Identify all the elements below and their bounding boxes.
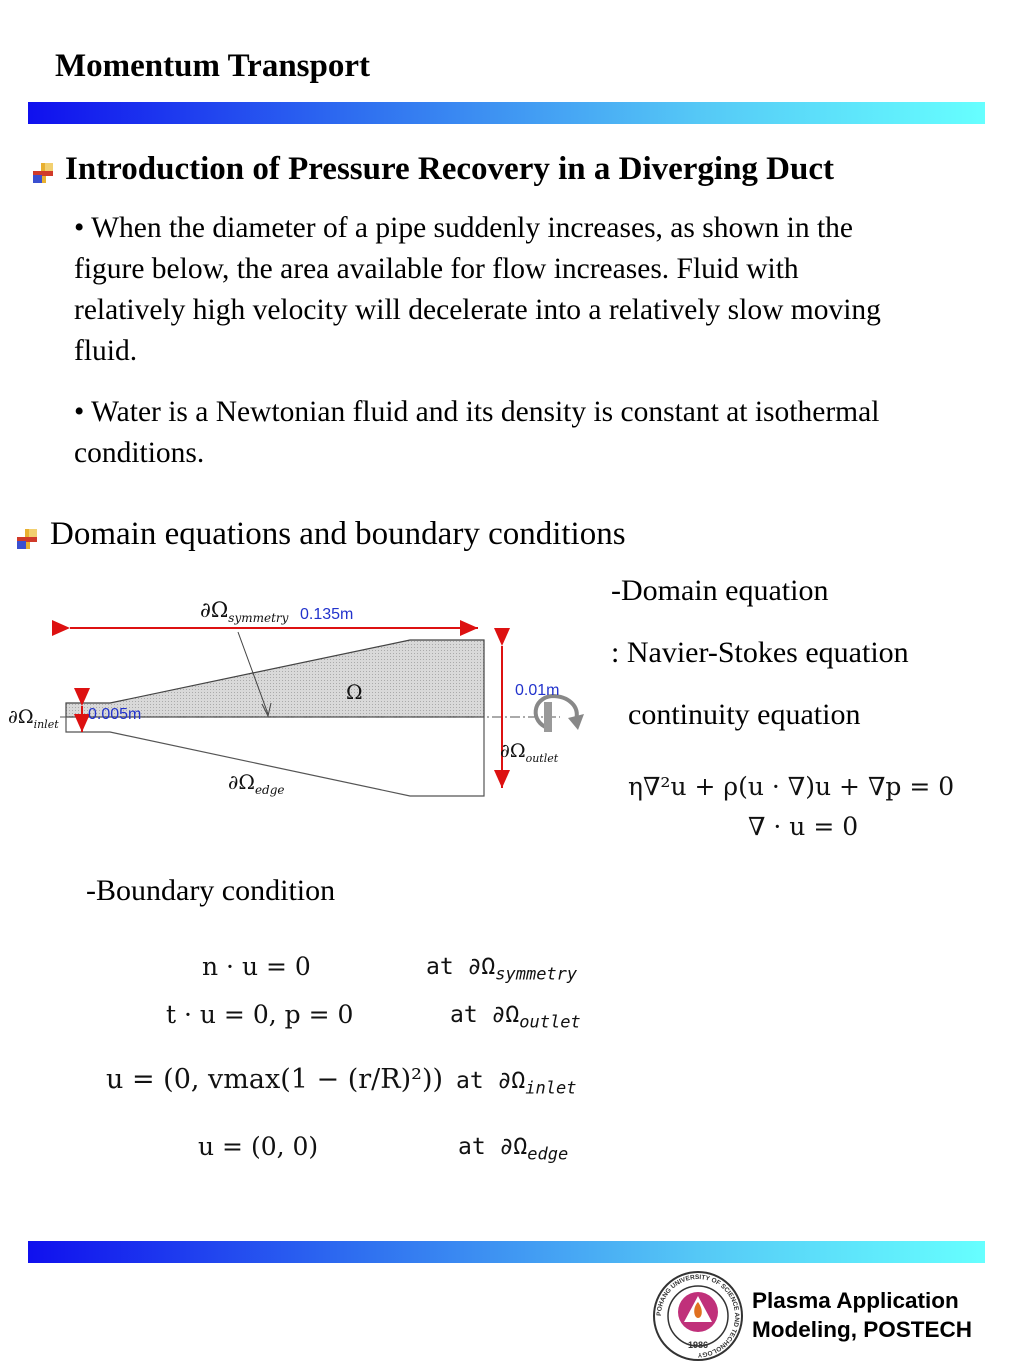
outlet-boundary-label: $\partial\Omega_{outlet}$ bbox=[500, 740, 559, 765]
page-title: Momentum Transport bbox=[55, 48, 371, 84]
domain-symbol: Ω bbox=[346, 680, 363, 704]
navier-stokes-equation: η∇²u + ρ(u · ∇)u + ∇p = 0 bbox=[628, 772, 955, 801]
bc-symmetry-at: at $\partial\Omega_{symmetry}$ bbox=[426, 954, 578, 985]
section-heading-intro: Introduction of Pressure Recovery in a Diverging Duct bbox=[65, 151, 835, 187]
length-label: 0.135m bbox=[300, 606, 354, 623]
rotation-icon bbox=[536, 696, 584, 732]
domain-equation-label: -Domain equation bbox=[611, 574, 829, 607]
bullet-icon bbox=[16, 528, 38, 550]
footer-line-1: Plasma Application bbox=[752, 1288, 959, 1313]
footer-organization bbox=[752, 1286, 972, 1344]
symmetry-boundary-label: $\partial\Omega_{symmetry}$ bbox=[200, 598, 289, 626]
university-seal bbox=[652, 1270, 744, 1362]
continuity-equation: ∇ · u = 0 bbox=[748, 812, 859, 841]
boundary-condition-label: -Boundary condition bbox=[86, 874, 336, 907]
paragraph-1: • When the diameter of a pipe suddenly increases, as shown in the figure below, the area available for flow increases. Fluid with relatively high velocity will decelerate into a relatively slow moving fluid. bbox=[74, 212, 881, 367]
footer-gradient-bar bbox=[28, 1241, 985, 1263]
bc-edge-at: at $\partial\Omega_{edge}$ bbox=[458, 1134, 569, 1165]
bc-inlet-at: at $\partial\Omega_{inlet}$ bbox=[456, 1068, 577, 1099]
outlet-height-label: 0.01m bbox=[515, 682, 560, 699]
seal-year: 1986 bbox=[687, 1340, 709, 1350]
inlet-boundary-label: $\partial\Omega_{inlet}$ bbox=[8, 706, 59, 731]
duct-figure bbox=[0, 590, 600, 820]
inlet-height-label: 0.005m bbox=[88, 706, 142, 723]
bc-symmetry-lhs: n · u = 0 bbox=[202, 952, 311, 981]
edge-boundary-label: $\partial\Omega_{edge}$ bbox=[228, 770, 285, 797]
bc-outlet-at: at $\partial\Omega_{outlet}$ bbox=[450, 1002, 581, 1033]
bc-edge-lhs: u = (0, 0) bbox=[198, 1132, 319, 1161]
bc-outlet-lhs: t · u = 0, p = 0 bbox=[166, 1000, 354, 1029]
paragraph-2: • Water is a Newtonian fluid and its density is constant at isothermal conditions. bbox=[74, 396, 880, 469]
header-gradient-bar bbox=[28, 102, 985, 124]
bc-inlet-lhs: u = (0, vmax(1 − (r/R)²)) bbox=[106, 1064, 444, 1095]
footer-line-2: Modeling, POSTECH bbox=[752, 1317, 973, 1342]
navier-stokes-label: : Navier-Stokes equation bbox=[611, 636, 909, 669]
svg-text:POHANG UNIVERSITY OF SCIENCE A: POHANG UNIVERSITY OF SCIENCE AND TECHNOLOGY bbox=[655, 1273, 741, 1359]
continuity-label: continuity equation bbox=[628, 698, 861, 731]
bullet-icon bbox=[32, 162, 54, 184]
section-heading-domain: Domain equations and boundary conditions bbox=[50, 516, 626, 552]
